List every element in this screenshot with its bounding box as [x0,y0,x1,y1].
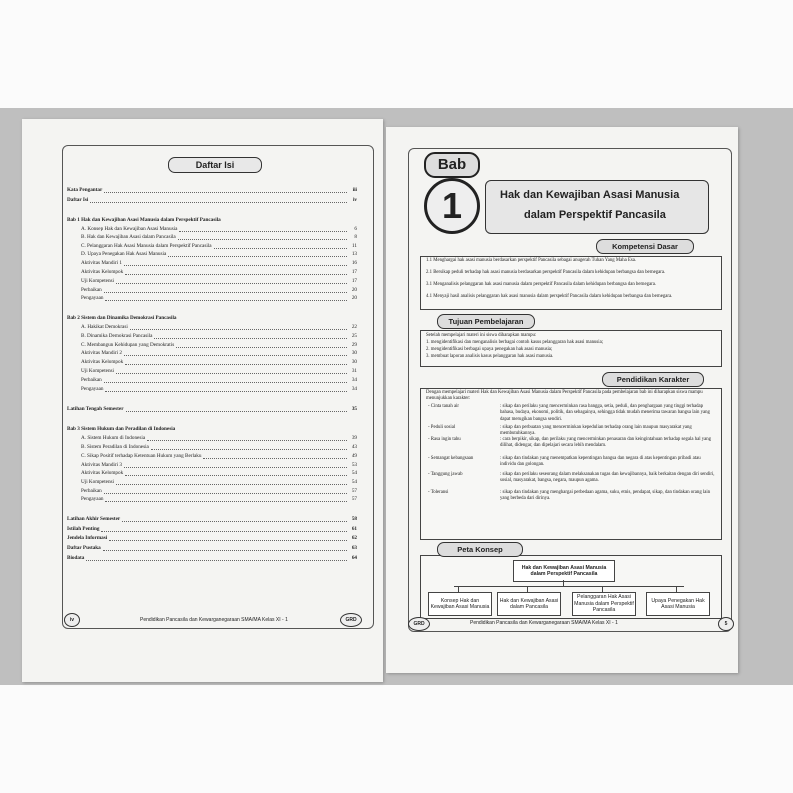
toc-entry-text: Daftar Isi [67,197,89,203]
toc-entry-text: Bab 1 Hak dan Kewajiban Asasi Manusia dalam Perspektif Pancasila [67,217,221,223]
toc-entry-text: Bab 3 Sistem Hukum dan Peradilan di Indonesia [67,426,176,432]
toc-entry [67,534,357,543]
kd-item: 4.1 Menyaji hasil analisis pelanggaran hak asasi manusia dalam perspektif Pancasila dalam kehidupan berbangsa dan bernegara. [426,294,673,299]
toc-entry-text: B. Hak dan Kewajiban Asasi dalam Pancasila [81,234,176,240]
toc-entry-text: Jendela Informasi [67,535,108,541]
toc-entry-page: 62 [351,535,357,541]
toc-entry-page: 30 [351,359,357,365]
chapter-title-line-1: Hak dan Kewajiban Asasi Manusia [500,189,680,201]
toc-leader [86,560,347,561]
tp-item: 3. membuat laporan analisis kasus pelanggaran hak asasi manusia. [426,354,554,359]
toc-leader [130,329,347,330]
toc-entry-page: 54 [351,479,357,485]
pk-term: - Toleransi [428,490,449,495]
toc-leader [116,283,347,284]
pk-intro: Dengan mempelajari materi Hak dan Kewajiban Asasi Manusia dalam Perspektif Pancasila pada pembelajaran bab ini diharapkan siswa mampu menunjukkan karakter: [426,390,703,402]
toc-leader [151,449,347,450]
toc-entry-text: Daftar Pustaka [67,545,101,551]
toc-entry-text: Aktivitas Kelompok [81,269,124,275]
toc-entry-text: Perbaikan [81,488,102,494]
pk-term: - Semangat kebangsaan [428,456,474,461]
toc-entry [81,385,357,394]
peta-connector [454,586,684,587]
kd-title: Kompetensi Dasar [596,239,694,254]
toc-entry [81,323,357,332]
toc-entry [81,443,357,452]
pk-desc: : sikap dan perbuatan yang mencerminkan kepedulian terhadap orang lain maupun masyarakat yang membutuhkannya. [500,425,692,437]
toc-leader [104,292,347,293]
toc-entry [81,349,357,358]
peta-root: Hak dan Kewajiban Asasi Manusia dalam Perspektif Pancasila [513,560,615,582]
toc-entry-text: C. Membangun Kehidupan yang Demokratis [81,342,175,348]
toc-entry-text: Pengayaan [81,496,104,502]
toc-entry-page: iii [352,187,357,193]
toc-entry-page: 16 [351,260,357,266]
pk-desc: : sikap dan perilaku seseorang dalam melaksanakan tugas dan kewajibannya, baik berkaitan dengan diri sendiri, sosial, masyarakat, bangsa, negara, maupun agama. [500,472,715,484]
toc-leader [125,475,347,476]
kd-item: 3.1 Menganalisis pelanggaran hak asasi manusia dalam perspektif Pancasila dalam kehidupan berbangsa dan bernegara. [426,282,657,287]
toc-entry-text: A. Sistem Hukum di Indonesia [81,435,146,441]
toc-entry-page: 25 [351,333,357,339]
toc-leader [101,531,347,532]
toc-leader [125,364,347,365]
toc-entry [67,186,357,195]
toc-entry-text: Istilah Penting [67,526,100,532]
toc-entry-text: Uji Kompetensi [81,368,114,374]
pk-title: Pendidikan Karakter [602,372,704,387]
pk-term: - Cinta tanah air [428,404,460,409]
toc-entry-page: 57 [351,488,357,494]
toc-entry [67,405,357,414]
toc-leader [126,411,348,412]
peta-child: Upaya Penegakan Hak Asasi Manusia [646,592,710,616]
toc-entry-text: Aktivitas Mandiri 1 [81,260,122,266]
toc-entry [81,469,357,478]
toc-entry [67,216,357,225]
toc-entry-page: 11 [352,243,357,249]
right-footer: Pendidikan Pancasila dan Kewarganegaraan SMA/MA Kelas XI - 1 [470,620,618,626]
toc-leader [105,501,347,502]
toc-entry-page: 29 [351,342,357,348]
toc-leader [116,484,347,485]
peta-child: Hak dan Kewajiban Asasi dalam Pancasila [497,592,561,616]
toc-leader [154,338,347,339]
toc-leader [124,265,347,266]
tp-title: Tujuan Pembelajaran [437,314,535,329]
toc-entry-text: Uji Kompetensi [81,479,114,485]
toc-entry [67,544,357,553]
toc-entry-text: B. Sistem Peradilan di Indonesia [81,444,149,450]
toc-entry [81,250,357,259]
toc-entry-page: 64 [351,555,357,561]
toc-leader [105,300,347,301]
left-page-number: iv [64,613,80,627]
chapter-title-line-2: dalam Perspektif Pancasila [524,209,666,221]
toc-entry-page: 58 [351,516,357,522]
toc-entry [81,332,357,341]
peta-child: Pelanggaran Hak Asasi Manusia dalam Perspektif Pancasila [572,592,636,616]
toc-leader [109,540,347,541]
tp-item: 1. mengidentifikasi dan menganalisis berbagai contoh kasus pelanggaran hak asasi manusia; [426,340,604,345]
toc-leader [214,248,347,249]
toc-entry [81,367,357,376]
toc-entry [81,294,357,303]
toc-leader [104,382,347,383]
toc-entry-page: 17 [351,269,357,275]
toc-entry-page: 39 [351,435,357,441]
toc-leader [147,440,347,441]
toc-entry [81,495,357,504]
toc-entry-text: C. Pelanggaran Hak Asasi Manusia dalam Perspektif Pancasila [81,243,212,249]
toc-leader [124,355,347,356]
toc-entry [67,554,357,563]
toc-entry-text: Perbaikan [81,287,102,293]
toc-title: Daftar Isi [168,157,262,173]
toc-entry-page: 54 [351,470,357,476]
toc-entry-text: Latihan Akhir Semester [67,516,121,522]
toc-entry [67,525,357,534]
toc-entry-page: 17 [351,278,357,284]
pk-term: - Rasa ingin tahu [428,437,461,442]
toc-leader [90,202,347,203]
toc-entry-text: Pengayaan [81,295,104,301]
toc-leader [116,373,347,374]
toc-entry-text: Aktivitas Mandiri 3 [81,462,122,468]
toc-entry-text: Perbaikan [81,377,102,383]
toc-entry [81,452,357,461]
tp-intro: Setelah mempelajari materi ini siswa diharapkan mampu: [426,333,537,338]
toc-entry [67,196,357,205]
toc-entry-page: 31 [351,368,357,374]
toc-entry-text: Aktivitas Kelompok [81,470,124,476]
toc-entry-page: 22 [351,324,357,330]
toc-entry-page: 20 [351,287,357,293]
toc-entry-page: 34 [351,377,357,383]
toc-entry-text: Aktivitas Mandiri 2 [81,350,122,356]
toc-leader [179,231,347,232]
pk-desc: : sikap dan tindakan yang menghargai perbedaan agama, suku, etnis, pendapat, sikap, dan tindakan orang lain yang berbeda dari dirinya. [500,490,711,502]
kd-item: 1.1 Menghargai hak asasi manusia berdasarkan perspektif Pancasila sebagai anugerah Tuhan Yang Maha Esa. [426,258,637,263]
peta-title: Peta Konsep [437,542,523,557]
pk-desc: : sikap dan perilaku yang mencerminkan rasa bangga, setia, peduli, dan penghargaan yang tinggi terhadap bahasa, budaya, ekonomi, politik, dan sebagainya, sehingga tidak mudah menerima tawaran bangsa lain yang dapat merugikan bangsa sendiri. [500,404,710,422]
toc-entry-page: 34 [351,386,357,392]
pk-desc: : sikap dan tindakan yang menempatkan kepentingan bangsa dan negara di atas kepentingan pribadi atau individu dan golongan. [500,456,701,468]
toc-leader [103,550,347,551]
toc-entry-text: A. Hakikat Demokrasi [81,324,128,330]
toc-leader [104,493,347,494]
bab-badge [420,152,482,240]
bab-label: Bab [424,152,480,178]
kd-item: 2.1 Bersikap peduli terhadap hak asasi manusia berdasarkan perspektif Pancasila dalam kehidupan berbangsa dan bernegara. [426,270,666,275]
toc-entry [81,376,357,385]
toc-entry-text: Pengayaan [81,386,104,392]
toc-leader [125,274,347,275]
grd-logo-left: GRD [340,613,362,627]
toc-entry-text: Latihan Tengah Semester [67,406,124,412]
toc-entry-text: A. Konsep Hak dan Kewajiban Asasi Manusia [81,226,178,232]
toc-entry [67,515,357,524]
toc-entry-text: Uji Kompetensi [81,278,114,284]
toc-entry-page: 20 [351,295,357,301]
toc-entry [81,268,357,277]
toc-entry-page: 43 [351,444,357,450]
tp-item: 2. mengidentifikasi berbagai upaya penegakan hak asasi manusia; [426,347,553,352]
pk-term: - Peduli sosial [428,425,456,430]
left-footer: Pendidikan Pancasila dan Kewarganegaraan SMA/MA Kelas XI - 1 [140,617,288,623]
toc-entry-page: 49 [351,453,357,459]
toc-leader [104,192,347,193]
toc-leader [105,391,347,392]
toc-entry-text: Biodata [67,555,85,561]
toc-entry-page: 63 [351,545,357,551]
toc-entry-page: 61 [351,526,357,532]
toc-entry [67,314,357,323]
toc-entry-page: 57 [351,496,357,502]
grd-logo-right: GRD [408,617,430,631]
toc-entry [81,358,357,367]
right-page-number: 5 [718,617,734,631]
toc-entry-page: 35 [351,406,357,412]
toc-entry-page: iv [352,197,357,203]
toc-entry-page: 13 [351,251,357,257]
toc-leader [178,239,347,240]
pk-desc: : cara berpikir, sikap, dan perilaku yang mencerminkan penasaran dan keingintahuan terhadap segala hal yang dilihat, didengar, dan dipelajari secara lebih mendalam. [500,437,712,449]
toc-entry-page: 53 [351,462,357,468]
toc-entry-text: Kata Pengantar [67,187,103,193]
toc-entry-text: C. Sikap Positif terhadap Ketentuan Hukum yang Berlaku [81,453,202,459]
toc-entry-text: D. Upaya Penegakan Hak Asasi Manusia [81,251,167,257]
toc-entry [81,277,357,286]
toc-entry-text: Bab 2 Sistem dan Dinamika Demokrasi Pancasila [67,315,177,321]
toc-leader [168,256,347,257]
toc-leader [122,521,347,522]
toc-leader [176,347,347,348]
toc-leader [203,458,347,459]
toc-entry [81,434,357,443]
toc-entry-page: 6 [354,226,357,232]
toc-entry-text: B. Dinamika Demokrasi Pancasila [81,333,153,339]
pk-term: - Tanggung jawab [428,472,463,477]
toc-entry [81,478,357,487]
toc-entry-page: 8 [354,234,357,240]
toc-leader [124,467,347,468]
toc-entry-page: 30 [351,350,357,356]
toc-entry [67,425,357,434]
bab-number: 1 [424,178,480,234]
toc-entry [81,259,357,268]
toc-entry [81,233,357,242]
toc-entry-text: Aktivitas Kelompok [81,359,124,365]
peta-child: Konsep Hak dan Kewajiban Asasi Manusia [428,592,492,616]
